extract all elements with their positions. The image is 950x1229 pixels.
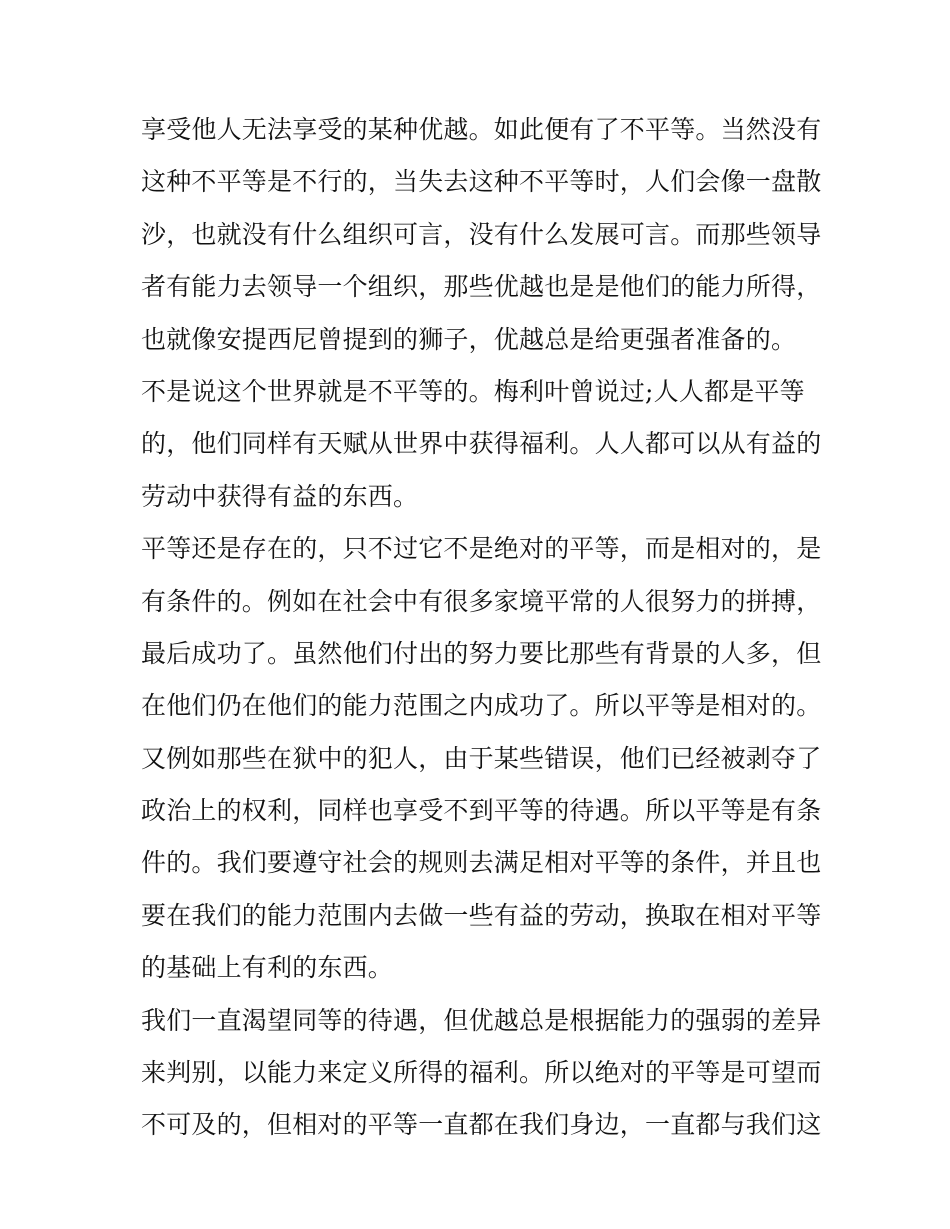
text-line: 享受他人无法享受的某种优越。如此便有了不平等。当然没有 xyxy=(141,115,822,144)
text-line: 来判别，以能力来定义所得的福利。所以绝对的平等是可望而 xyxy=(141,1058,822,1088)
text-line: 最后成功了。虽然他们付出的努力要比那些有背景的人多，但 xyxy=(141,638,822,668)
body-text xyxy=(141,104,821,1152)
text-line: 的，他们同样有天赋从世界中获得福利。人人都可以从有益的 xyxy=(141,429,822,459)
text-line: 又例如那些在狱中的犯人，由于某些错误，他们已经被剥夺了 xyxy=(141,743,822,773)
text-line: 沙，也就没有什么组织可言，没有什么发展可言。而那些领导 xyxy=(141,219,822,249)
text-line: 这种不平等是不行的，当失去这种不平等时，人们会像一盘散 xyxy=(141,167,822,197)
text-line: 者有能力去领导一个组织，那些优越也是是他们的能力所得， xyxy=(141,272,822,302)
text-line: 要在我们的能力范围内去做一些有益的劳动，换取在相对平等 xyxy=(141,900,822,930)
text-line: 我们一直渴望同等的待遇，但优越总是根据能力的强弱的差异 xyxy=(141,1005,822,1035)
text-line: 有条件的。例如在社会中有很多家境平常的人很努力的拼搏， xyxy=(141,586,822,616)
text-line: 平等还是存在的，只不过它不是绝对的平等，而是相对的，是 xyxy=(141,534,822,564)
text-line: 不是说这个世界就是不平等的。梅利叶曾说过;人人都是平等 xyxy=(141,376,805,406)
text-line: 劳动中获得有益的东西。 xyxy=(141,481,419,511)
text-line: 不可及的，但相对的平等一直都在我们身边，一直都与我们这 xyxy=(141,1110,822,1140)
text-line: 在他们仍在他们的能力范围之内成功了。所以平等是相对的。 xyxy=(141,691,822,721)
text-line: 件的。我们要遵守社会的规则去满足相对平等的条件，并且也 xyxy=(141,848,822,878)
text-line: 的基础上有利的东西。 xyxy=(141,953,394,983)
text-line: 也就像安提西尼曾提到的狮子，优越总是给更强者准备的。 xyxy=(141,324,797,354)
text-line: 政治上的权利，同样也享受不到平等的待遇。所以平等是有条 xyxy=(141,796,822,826)
